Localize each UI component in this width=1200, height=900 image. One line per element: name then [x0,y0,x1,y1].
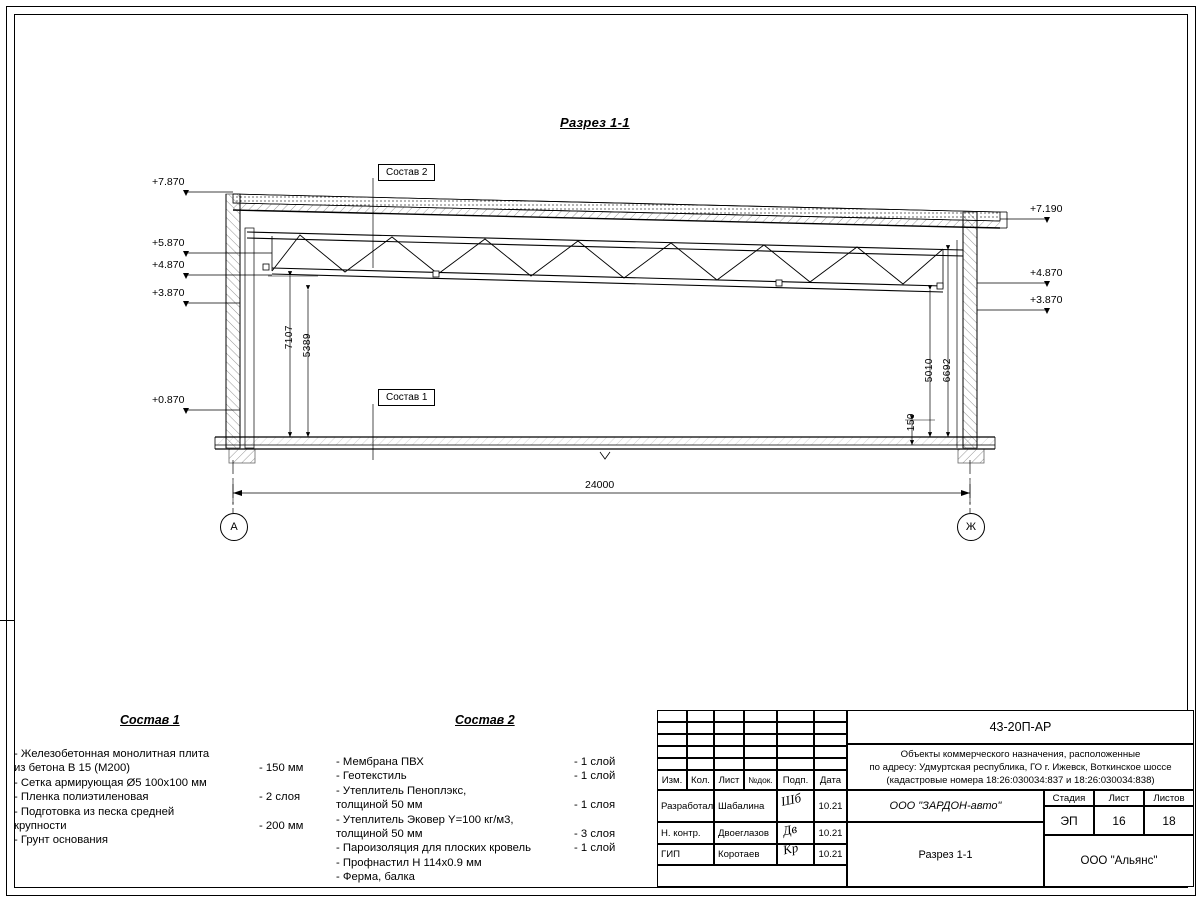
callout-sostav-2: Состав 2 [378,164,435,181]
list-item: - Сетка армирующая Ø5 100х100 мм [14,776,207,789]
stage-value: ЭП [1044,806,1094,835]
level-left-5 [152,394,184,406]
list-item: - Геотекстиль - 1 слой [336,770,616,783]
rev-cell [714,710,744,722]
col-header-podp: Подп. [777,770,814,790]
sheets-header: Листов [1144,790,1194,806]
rev-cell [777,734,814,746]
col-header-kol: Кол. [687,770,714,790]
rev-cell [814,746,847,758]
list-item: - Утеплитель Эковер Y=100 кг/м3, [336,813,514,826]
rev-cell [687,758,714,770]
signature-2: Дв [781,820,799,839]
rev-cell [744,758,777,770]
col-header-izm: Изм. [657,770,687,790]
col-header-data: Дата [814,770,847,790]
list-item: - Утеплитель Пеноплэкс, [336,784,467,797]
role-name-2: Двоеглазов [714,822,777,844]
rev-cell [714,758,744,770]
spec2-heading: Состав 2 [455,713,515,727]
level-value: +4.870 [1030,267,1063,279]
role-date-3: 10.21 [814,844,847,865]
spec1-list [14,747,314,848]
level-value: +7.870 [152,176,185,188]
sheet-header: Лист [1094,790,1144,806]
list-item: - Грунт основания [14,834,109,847]
role-label-2: Н. контр. [657,822,714,844]
rev-cell [744,722,777,734]
level-value: +3.870 [152,287,185,299]
rev-cell [744,746,777,758]
rev-cell [777,722,814,734]
callout-sostav-1: Состав 1 [378,389,435,406]
rev-cell [814,710,847,722]
list-item: толщиной 50 мм - 1 слоя [336,799,616,812]
role-name-1: Шабалина [714,790,777,822]
designer-company: ООО "Альянс" [1044,835,1194,887]
list-item: крупности - 200 мм [14,820,304,833]
rev-cell [687,746,714,758]
list-item: - Железобетонная монолитная плита [14,748,210,760]
rev-cell [744,734,777,746]
level-left-4 [152,287,184,299]
vdim-right-5010: 5010 [924,358,935,383]
sheet-title: Разрез 1-1 [847,822,1044,887]
rev-cell [744,710,777,722]
rev-cell [777,758,814,770]
vdim-left-5389: 5389 [302,333,313,358]
vdim-right-150: 150 [906,413,917,432]
role-date-2: 10.21 [814,822,847,844]
level-arrow-icon [1044,281,1050,287]
rev-cell [777,710,814,722]
sheets-value: 18 [1144,806,1194,835]
stage-header: Стадия [1044,790,1094,806]
rev-cell [657,734,687,746]
object-description: Объекты коммерческого назначения, расположенные по адресу: Удмуртская республика, ГО г. Ижевск, Воткинское шоссе (кадастровые номера 18:26:030034:837 и 18:26:030034:838) [847,744,1194,790]
role-name-3: Коротаев [714,844,777,865]
list-item: - Профнастил Н 114х0.9 мм [336,856,482,869]
col-header-ndok: №док. [744,770,777,790]
level-value: +0.870 [152,394,185,406]
level-value: +5.870 [152,237,185,249]
axis-bubble-a: А [220,513,248,541]
list-item: - Ферма, балка [336,871,415,884]
role-label-1: Разработал [657,790,714,822]
rev-cell [687,722,714,734]
rev-cell [714,746,744,758]
list-item: - Подготовка из песка средней [14,805,175,818]
spec1-heading: Состав 1 [120,713,180,727]
spec2-list [336,755,646,885]
list-item: толщиной 50 мм - 3 слоя [336,828,616,841]
vdim-left-7107: 7107 [284,325,295,350]
level-arrow-icon [183,273,189,279]
role-label-3: ГИП [657,844,714,865]
rev-cell [657,710,687,722]
level-arrow-icon [183,301,189,307]
rev-cell [687,734,714,746]
page-title: Разрез 1-1 [560,115,630,130]
client-company: ООО "ЗАРДОН-авто" [847,790,1044,822]
signature-3: Кр [781,839,800,858]
level-left-3 [152,259,184,271]
signature-1: Шб [779,790,803,809]
level-left-1 [152,176,184,188]
level-right-3 [1030,294,1062,306]
overall-dimension: 24000 [585,479,615,491]
level-right-2 [1030,267,1062,279]
sheet-value: 16 [1094,806,1144,835]
level-arrow-icon [183,251,189,257]
rev-cell [657,865,847,887]
rev-cell [814,758,847,770]
list-item: - Пленка полиэтиленовая - 2 слоя [14,791,301,804]
level-arrow-icon [183,408,189,414]
level-right-1 [1030,203,1062,215]
title-block [657,710,1194,887]
level-value: +4.870 [152,259,185,271]
level-arrow-icon [1044,217,1050,223]
level-left-2 [152,237,184,249]
rev-cell [714,722,744,734]
list-item: из бетона В 15 (М200) - 150 мм [14,762,304,775]
level-value: +7.190 [1030,203,1063,215]
level-value: +3.870 [1030,294,1063,306]
rev-cell [814,734,847,746]
rev-cell [657,758,687,770]
list-item: - Мембрана ПВХ - 1 слой [336,756,616,768]
axis-bubble-zh: Ж [957,513,985,541]
rev-cell [687,710,714,722]
rev-cell [777,746,814,758]
col-header-list: Лист [714,770,744,790]
rev-cell [657,746,687,758]
level-arrow-icon [183,190,189,196]
role-date-1: 10.21 [814,790,847,822]
list-item: - Пароизоляция для плоских кровель - 1 слой [336,842,616,855]
level-arrow-icon [1044,308,1050,314]
rev-cell [657,722,687,734]
rev-cell [714,734,744,746]
drawing-code: 43-20П-АР [847,710,1194,744]
vdim-right-6692: 6692 [942,358,953,383]
rev-cell [814,722,847,734]
